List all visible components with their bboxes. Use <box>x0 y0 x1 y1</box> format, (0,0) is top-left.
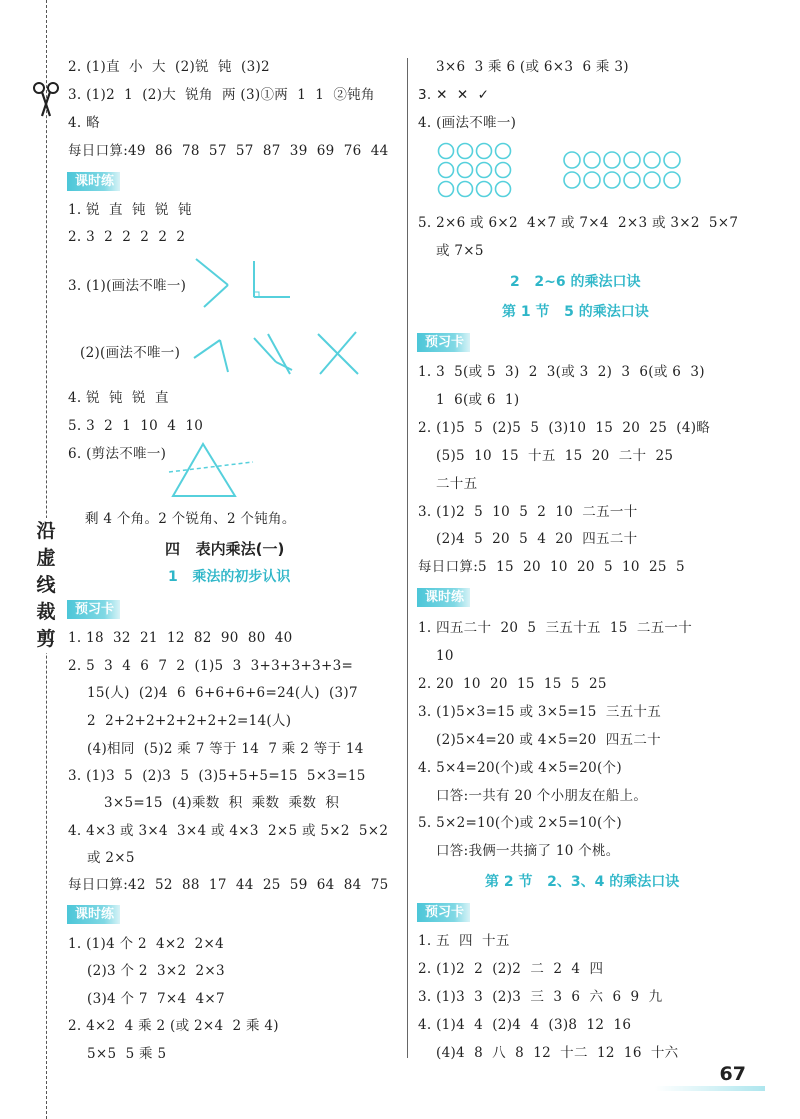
circle-mark <box>458 182 473 197</box>
circle-mark <box>644 152 660 168</box>
answer-line: (5)5 10 15 十五 15 20 二十 25 <box>436 448 674 464</box>
answer-line: 口答:一共有 20 个小朋友在船上。 <box>436 788 648 804</box>
page-number: 67 <box>719 1063 746 1085</box>
circle-mark <box>439 182 454 197</box>
daily-calc-line: 每日口算:49 86 78 57 57 87 39 69 76 44 <box>68 143 389 159</box>
answer-line: 4. (画法不唯一) <box>418 115 517 131</box>
circle-mark <box>624 172 640 188</box>
section-tag-preview: 预习卡 <box>417 333 470 352</box>
answer-line: 3. (1)2 5 10 5 2 10 二五一十 <box>418 504 638 520</box>
daily-calc-line: 每日口算:5 15 20 10 20 5 10 25 5 <box>418 559 685 575</box>
cut-label-char: 剪 <box>36 628 56 650</box>
triangle-cut-drawing <box>165 442 255 500</box>
answer-line: 剩 4 个角。2 个锐角、2 个钝角。 <box>85 511 296 527</box>
circle-mark <box>439 144 454 159</box>
scissors-icon <box>32 80 60 118</box>
answer-line: 4. (1)4 4 (2)4 4 (3)8 12 16 <box>418 1017 632 1033</box>
answer-line: (2)(画法不唯一) <box>80 345 181 361</box>
circle-mark <box>584 152 600 168</box>
answer-line: (2)3 个 2 3×2 2×3 <box>87 963 225 979</box>
answer-line: 2. 3 2 2 2 2 2 <box>68 229 186 245</box>
answer-line: 2. (1)直 小 大 (2)锐 钝 (3)2 <box>68 59 270 75</box>
circle-array-drawing <box>434 142 684 194</box>
answer-line: 2 2+2+2+2+2+2+2=14(人) <box>87 713 292 729</box>
section-tag-preview: 预习卡 <box>417 903 470 922</box>
answer-line: (4)4 8 八 8 12 十二 12 16 十六 <box>436 1045 679 1061</box>
column-divider <box>407 58 408 1058</box>
answer-line: 1. 锐 直 钝 锐 钝 <box>68 202 192 218</box>
circle-mark <box>477 163 492 178</box>
answer-line: 或 7×5 <box>436 243 484 259</box>
answer-line: 3. ✕ ✕ ✓ <box>418 87 490 103</box>
angle-drawing-2 <box>192 330 367 378</box>
daily-calc-line: 每日口算:42 52 88 17 44 25 59 64 84 75 <box>68 877 389 893</box>
answer-line: 5. 5×2=10(个)或 2×5=10(个) <box>418 815 622 831</box>
section-tag-practice: 课时练 <box>67 172 120 191</box>
answer-line: 2. 4×2 4 乘 2 (或 2×4 2 乘 4) <box>68 1018 279 1034</box>
answer-line: (2)4 5 20 5 4 20 四五二十 <box>436 531 638 547</box>
answer-line: 2. 5 3 4 6 7 2 (1)5 3 3+3+3+3+3= <box>68 658 354 674</box>
answer-line: 4. 5×4=20(个)或 4×5=20(个) <box>418 760 622 776</box>
answer-line: 6. (剪法不唯一) <box>68 446 167 462</box>
answer-line: 4. 略 <box>68 115 100 131</box>
answer-line: 15(人) (2)4 6 6+6+6+6=24(人) (3)7 <box>87 685 358 701</box>
answer-line: 2. 20 10 20 15 15 5 25 <box>418 676 607 692</box>
circle-mark <box>564 172 580 188</box>
answer-line: 口答:我俩一共摘了 10 个桃。 <box>436 843 620 859</box>
answer-line: 1. (1)4 个 2 4×2 2×4 <box>68 936 224 952</box>
answer-line: 3. (1)(画法不唯一) <box>68 278 187 294</box>
cut-label-char: 沿 <box>36 520 56 542</box>
unit-title: 2 2~6 的乘法口诀 <box>510 274 641 290</box>
answer-line: (2)5×4=20 或 4×5=20 四五二十 <box>436 732 661 748</box>
answer-line: 1. 18 32 21 12 82 90 80 40 <box>68 630 293 646</box>
answer-line: 1. 四五二十 20 5 三五十五 15 二五一十 <box>418 620 693 636</box>
answer-line: 3. (1)5×3=15 或 3×5=15 三五十五 <box>418 704 662 720</box>
angle-drawing-1 <box>192 255 292 310</box>
circle-mark <box>604 152 620 168</box>
circle-mark <box>584 172 600 188</box>
circle-mark <box>477 144 492 159</box>
circle-mark <box>604 172 620 188</box>
section-title: 第 1 节 5 的乘法口诀 <box>502 304 649 320</box>
circle-mark <box>624 152 640 168</box>
cut-label-char: 虚 <box>36 547 56 569</box>
circle-mark <box>477 182 492 197</box>
circle-mark <box>664 152 680 168</box>
answer-line: 或 2×5 <box>87 850 135 866</box>
answer-line: 10 <box>436 648 454 664</box>
page-number-bar <box>655 1086 765 1091</box>
cut-along-line-label <box>31 518 61 653</box>
section-tag-preview: 预习卡 <box>67 600 120 619</box>
cut-label-char: 裁 <box>36 601 56 623</box>
answer-line: 5×5 5 乘 5 <box>87 1046 167 1062</box>
answer-line: 2. (1)5 5 (2)5 5 (3)10 15 20 25 (4)略 <box>418 420 711 436</box>
section-tag-practice: 课时练 <box>417 588 470 607</box>
cut-label-char: 线 <box>36 574 56 596</box>
answer-line: 3×5=15 (4)乘数 积 乘数 乘数 积 <box>104 795 340 811</box>
circle-mark <box>644 172 660 188</box>
circle-mark <box>496 163 511 178</box>
circle-mark <box>496 144 511 159</box>
circle-mark <box>564 152 580 168</box>
circle-mark <box>439 163 454 178</box>
answer-line: (3)4 个 7 7×4 4×7 <box>87 991 225 1007</box>
circle-mark <box>458 163 473 178</box>
circle-mark <box>458 144 473 159</box>
answer-line: 1 6(或 6 1) <box>436 392 520 408</box>
circle-mark <box>664 172 680 188</box>
answer-line: 2. (1)2 2 (2)2 二 2 4 四 <box>418 961 604 977</box>
answer-line: 3. (1)3 5 (2)3 5 (3)5+5+5=15 5×3=15 <box>68 768 366 784</box>
answer-line: 3×6 3 乘 6 (或 6×3 6 乘 3) <box>436 59 629 75</box>
answer-line: 二十五 <box>436 476 478 492</box>
answer-line: 3. (1)2 1 (2)大 锐角 两 (3)①两 1 1 ②钝角 <box>68 87 375 103</box>
answer-line: 1. 五 四 十五 <box>418 933 510 949</box>
answer-line: 5. 3 2 1 10 4 10 <box>68 418 204 434</box>
chapter-title: 四 表内乘法(一) <box>165 540 285 558</box>
section-tag-practice: 课时练 <box>67 905 120 924</box>
answer-line: 3. (1)3 3 (2)3 三 3 6 六 6 9 九 <box>418 989 663 1005</box>
answer-line: (4)相同 (5)2 乘 7 等于 14 7 乘 2 等于 14 <box>87 741 364 757</box>
answer-line: 4. 4×3 或 3×4 3×4 或 4×3 2×5 或 5×2 5×2 <box>68 823 389 839</box>
circle-mark <box>496 182 511 197</box>
section-title: 1 乘法的初步认识 <box>168 569 291 585</box>
answer-line: 4. 锐 钝 锐 直 <box>68 390 169 406</box>
answer-line: 1. 3 5(或 5 3) 2 3(或 3 2) 3 6(或 6 3) <box>418 364 705 380</box>
section-title: 第 2 节 2、3、4 的乘法口诀 <box>485 874 680 890</box>
answer-line: 5. 2×6 或 6×2 4×7 或 7×4 2×3 或 3×2 5×7 <box>418 215 739 231</box>
